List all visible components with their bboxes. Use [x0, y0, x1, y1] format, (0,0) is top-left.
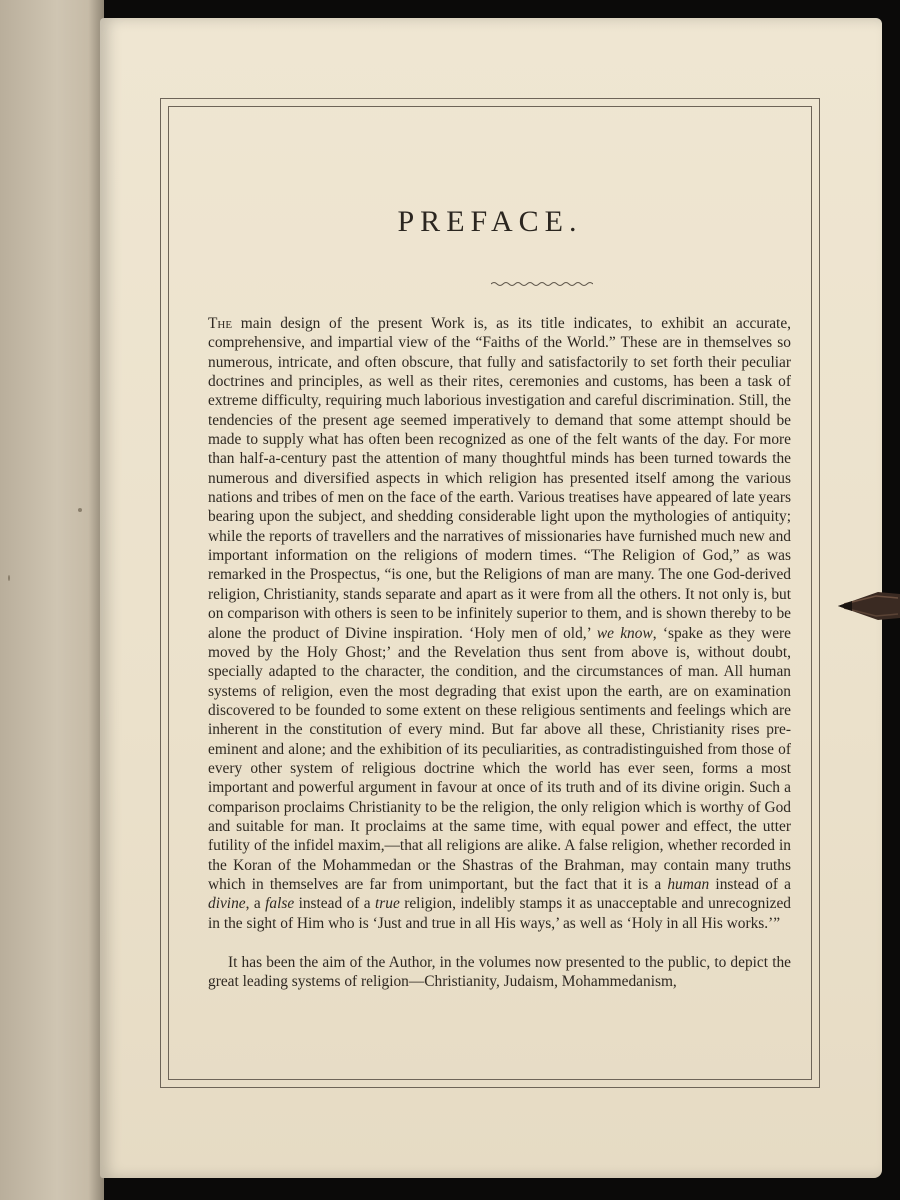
page-border-outer: [160, 98, 820, 1088]
italic-false: false: [265, 895, 295, 913]
drop-lead-word: The: [208, 315, 233, 332]
paragraph-1-text-f: religion, indelibly stamps it as unacceptable and unrecognized in the sight of Him who is ‘Just and true in all His ways,’ as well as ‘Holy in all His works.’”: [208, 895, 792, 932]
paragraph-1-text-d: , a: [245, 895, 266, 913]
book-page: [100, 18, 882, 1178]
paragraph-1-text-b: , ‘spake as they were moved by the Holy Ghost;’ and the Revelation thus sent from above is, without doubt, specially adapted to the character, the condition, and the circumstances of man. All human systems of religion, even the most degrading that exist upon the earth, are on examination discovered to be founded to some extent on these religious sentiments and feelings which are inherent in the constitution of every mind. But far above all these, Christianity rises pre-eminent and alone; and the exhibition of its peculiarities, as contradistinguished from those of every other system of religious doctrine which the world has ever seen, forms a most important and powerful argument in favour at once of its truth and of its divine origin. Such a comparison proclaims Christianity to be the religion, the only religion which is worthy of God and suitable for man. It proclaims at the same time, with equal power and effect, the utter futility of the infidel maxim,—that all religions are alike. A false religion, whether recorded in the Koran of the Mohammedan or the Shastras of the Brahman, may contain many truths which in themselves are far from unimportant, but the fact that it is a: [208, 624, 791, 893]
preface-text: [208, 314, 791, 992]
paper-speck: [8, 575, 10, 581]
page-border-inner: [168, 106, 812, 1080]
pencil-tip: [838, 588, 900, 624]
page-title: PREFACE.: [397, 205, 583, 238]
paragraph-2: It has been the aim of the Author, in the volumes now presented to the public, to depict the great leading systems of religion—Christianity, Judaism, Mohammedanism,: [208, 954, 791, 991]
paragraph-1: [208, 314, 791, 933]
italic-divine: divine: [208, 895, 246, 913]
italic-human: human: [667, 875, 710, 893]
paragraph-1-text-c: instead of a: [709, 875, 791, 893]
wavy-rule-ornament: [491, 281, 593, 287]
italic-true: true: [375, 895, 400, 913]
italic-we-know: we know: [596, 624, 653, 642]
paper-speck: [78, 508, 82, 512]
paragraph-1-text-a: main design of the present Work is, as its title indicates, to exhibit an accurate, comprehensive, and impartial view of the “Faiths of the World.” These are in themselves so numerous, intricate, and often obscure, that fully and satisfactorily to set forth their peculiar doctrines and principles, as well as their rites, ceremonies and customs, has been a task of extreme difficulty, requiring much laborious investigation and careful discrimination. Still, the tendencies of the present age seemed imperatively to demand that some attempt should be made to supply what has often been recognized as one of the felt wants of the day. For more than half-a-century past the attention of many thoughtful minds has been turned towards the numerous and diversified aspects in which religion has presented itself among the various nations and tribes of men on the face of the earth. Various treatises have appeared of late years bearing upon the subject, and shedding considerable light upon the mythologies of antiquity; while the reports of travellers and the narratives of missionaries have furnished much new and important information on the religions of modern times. “The Religion of God,” as was remarked in the Prospectus, “is one, but the Religions of man are many. The one God-derived religion, Christianity, stands separate and apart as it were from all the others. It not only is, but on comparison with others is seen to be infinitely superior to them, and is shown thereby to be alone the product of Divine inspiration. ‘Holy men of old,’: [208, 315, 791, 642]
facing-page-edge: [0, 0, 104, 1200]
paragraph-1-text-e: instead of a: [294, 895, 376, 913]
